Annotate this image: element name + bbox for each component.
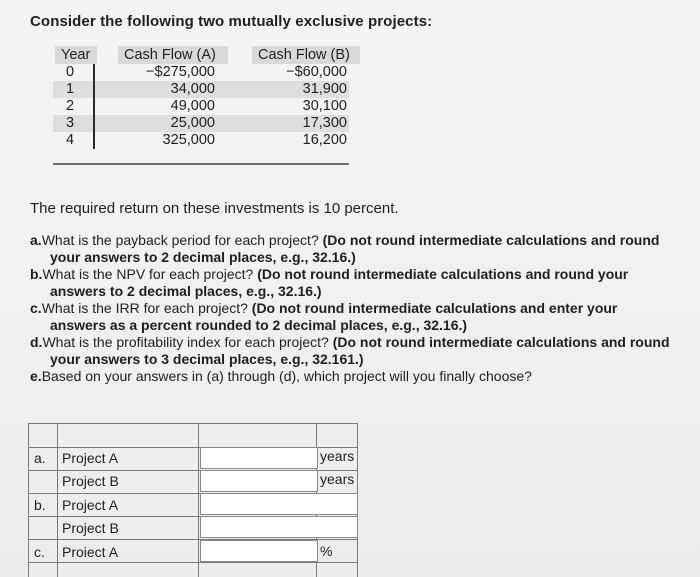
question-text: Based on your answers in (a) through (d), which project will you finally choose? (41, 368, 532, 384)
project-label: Project B (62, 520, 119, 536)
payback-project-a-input[interactable] (200, 447, 318, 469)
required-return-text: The required return on these investments is 10 percent. (30, 200, 399, 217)
project-label: Project B (62, 473, 119, 489)
header-cash-flow-b: Cash Flow (B) (252, 46, 360, 64)
payback-project-b-input[interactable] (200, 470, 318, 492)
question-list (30, 232, 670, 385)
part-label: a. (34, 450, 46, 466)
header-year: Year (55, 46, 97, 64)
grid-line (28, 562, 358, 563)
cash-flow-b-cell: 30,100 (302, 98, 347, 114)
year-cell: 0 (55, 64, 95, 81)
question-instruction: (Do not round intermediate calculations and round your answers to 3 decimal places, e.g., 32.161.) (50, 334, 670, 367)
grid-line (57, 423, 58, 577)
year-cell: 3 (55, 115, 95, 132)
question-letter: a. (30, 232, 42, 248)
question-text: What is the profitability index for each project? (42, 334, 329, 350)
question-text: What is the payback period for each project? (41, 232, 319, 248)
question-text: What is the IRR for each project? (41, 300, 248, 316)
problem-intro: Consider the following two mutually exclusive projects: (30, 13, 433, 30)
question-instruction: (Do not round intermediate calculations and enter your answers as a percent rounded to 2 decimal places, e.g., 32.16.) (50, 300, 618, 333)
npv-project-a-input[interactable] (200, 493, 358, 515)
project-label: Project A (62, 450, 119, 466)
question-letter: b. (30, 266, 43, 282)
question-instruction: (Do not round intermediate calculations and round your answers to 2 decimal places, e.g., 32.16.) (50, 232, 660, 265)
table-bottom-rule (53, 163, 349, 165)
project-label: Proiect A (62, 544, 119, 560)
question-text: What is the NPV for each project? (42, 266, 254, 282)
cash-flow-b-cell: 16,200 (302, 132, 347, 148)
question-item (30, 300, 670, 334)
year-cell: 4 (55, 132, 95, 149)
question-item (30, 334, 670, 368)
header-cash-flow-a: Cash Flow (A) (118, 46, 228, 64)
grid-line (28, 423, 358, 424)
question-item (30, 266, 670, 300)
year-cell: 1 (55, 81, 95, 98)
answer-grid (28, 423, 358, 577)
unit-label: years (320, 471, 355, 487)
cash-flow-a-cell: 49,000 (170, 98, 215, 114)
grid-line (28, 423, 29, 577)
year-cell: 2 (55, 98, 95, 115)
question-letter: c. (30, 300, 42, 316)
npv-project-b-input[interactable] (200, 516, 358, 538)
cash-flow-b-cell: −$60,000 (286, 64, 347, 80)
cash-flow-b-cell: 17,300 (302, 115, 347, 131)
cash-flow-a-cell: 325,000 (162, 132, 215, 148)
irr-project-a-input[interactable] (200, 540, 318, 562)
cash-flow-a-cell: 25,000 (170, 115, 215, 131)
unit-label: % (320, 543, 333, 559)
question-item (30, 232, 670, 266)
part-label: c. (34, 544, 45, 560)
project-label: Project A (62, 497, 119, 513)
question-letter: d. (30, 334, 43, 350)
question-item (30, 368, 670, 385)
part-label: b. (34, 497, 46, 513)
cash-flow-b-cell: 31,900 (302, 81, 347, 97)
question-letter: e. (30, 368, 42, 384)
cash-flow-a-cell: −$275,000 (146, 64, 215, 80)
unit-label: years (320, 448, 355, 464)
grid-line (198, 423, 199, 577)
question-instruction: (Do not round intermediate calculations and round your answers to 2 decimal places, e.g., 32.16.) (50, 266, 629, 299)
cash-flow-a-cell: 34,000 (170, 81, 215, 97)
